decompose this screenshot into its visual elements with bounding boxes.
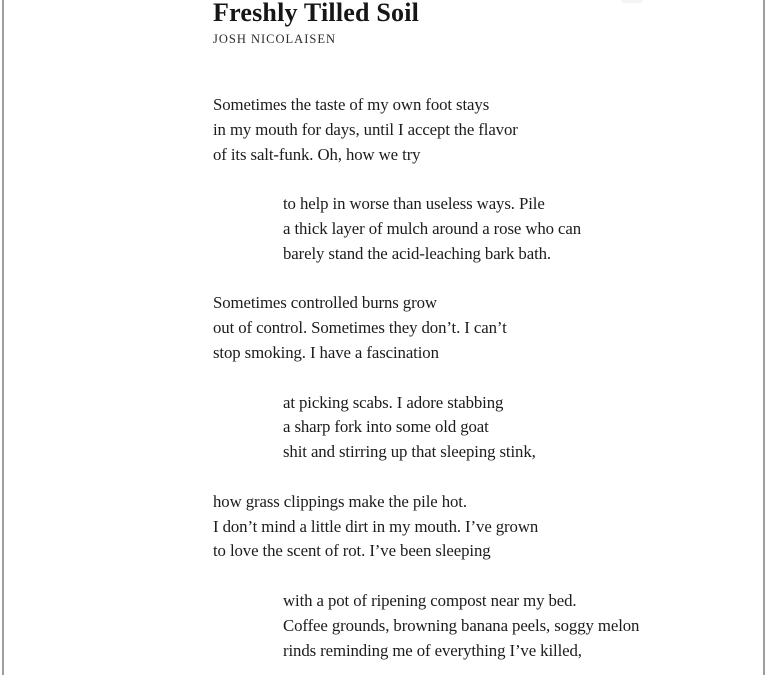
stanza bbox=[213, 490, 693, 564]
poem-line: a thick layer of mulch around a rose who can bbox=[283, 218, 582, 238]
poem-line: Coffee grounds, browning banana peels, soggy melon bbox=[283, 615, 640, 635]
stanza bbox=[213, 291, 693, 365]
poem-line: I don’t mind a little dirt in my mouth. I’ve grown bbox=[213, 516, 539, 536]
stanza bbox=[283, 589, 693, 663]
poem-line: at picking scabs. I adore stabbing bbox=[283, 392, 504, 412]
page-left-edge bbox=[2, 0, 4, 675]
stanza bbox=[283, 391, 693, 465]
poem-title: Freshly Tilled Soil bbox=[213, 0, 420, 27]
poem-line: a sharp fork into some old goat bbox=[283, 417, 489, 437]
poem-line: rinds reminding me of everything I’ve killed, bbox=[283, 640, 582, 660]
poem bbox=[213, 93, 693, 688]
poem-line: how grass clippings make the pile hot. bbox=[213, 491, 467, 511]
poem-line: out of control. Sometimes they don’t. I can’t bbox=[213, 318, 507, 338]
poem-author: JOSH NICOLAISEN bbox=[213, 32, 336, 46]
poem-line: Sometimes controlled burns grow bbox=[213, 293, 437, 313]
poem-line: to help in worse than useless ways. Pile bbox=[283, 194, 545, 214]
stanza bbox=[283, 192, 693, 266]
poem-line: Sometimes the taste of my own foot stays bbox=[213, 95, 490, 114]
poem-line: to love the scent of rot. I’ve been sleeping bbox=[213, 541, 491, 561]
poem-line: shit and stirring up that sleeping stink, bbox=[283, 442, 536, 462]
poem-line: stop smoking. I have a fascination bbox=[213, 342, 439, 362]
poem-line: barely stand the acid-leaching bark bath. bbox=[283, 243, 552, 263]
poem-line: in my mouth for days, until I accept the flavor bbox=[213, 119, 518, 139]
cropped-top-element bbox=[622, 0, 642, 3]
page-right-edge bbox=[763, 0, 765, 675]
poem-line: with a pot of ripening compost near my bed. bbox=[283, 590, 577, 610]
stanza bbox=[213, 93, 693, 167]
poem-line: of its salt-funk. Oh, how we try bbox=[213, 144, 421, 164]
